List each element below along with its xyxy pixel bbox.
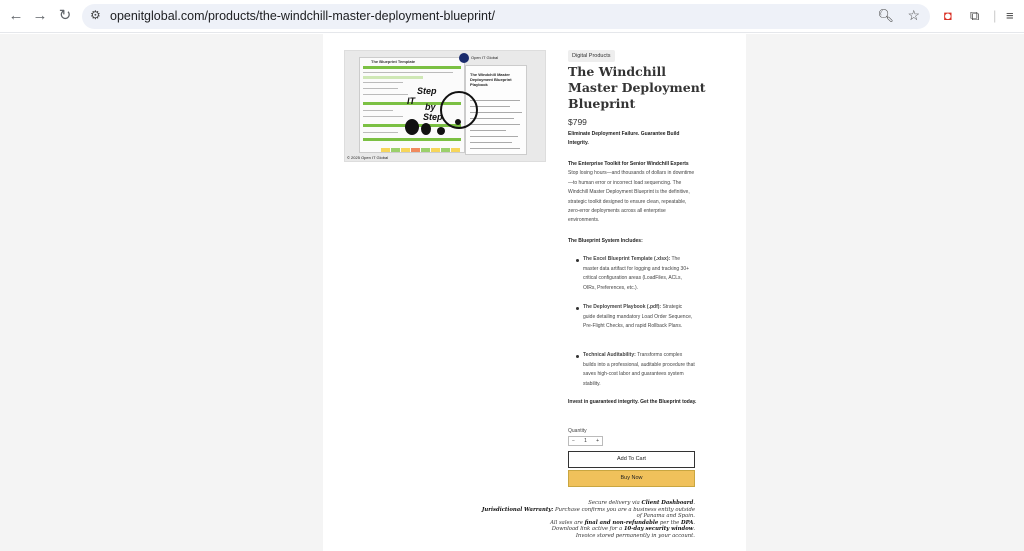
forward-icon[interactable]: →: [32, 7, 48, 24]
image-step-text-4: Step: [423, 112, 443, 122]
list-item: The Deployment Playbook (.pdf): Strategic guide detailing mandatory Load Order Sequence, Pre-Flight Checks, and rapid Rollback Plans.: [583, 304, 693, 329]
back-icon[interactable]: ←: [8, 7, 24, 24]
quantity-stepper: [568, 436, 603, 446]
add-to-cart-button[interactable]: Add To Cart: [568, 451, 695, 468]
logo-icon: [459, 53, 469, 63]
image-step-text-1: IT: [407, 96, 415, 106]
quantity-increase-button[interactable]: +: [596, 438, 599, 444]
product-price: $799: [568, 117, 587, 127]
buy-now-button[interactable]: Buy Now: [568, 470, 695, 487]
quantity-decrease-button[interactable]: −: [572, 438, 575, 444]
image-logo-text: Open IT Global: [471, 55, 499, 60]
image-step-text-3: by: [425, 102, 436, 112]
intro-section: [568, 160, 698, 226]
ink-blob: [437, 127, 445, 135]
call-to-action: Invest in guaranteed integrity. Get the Blueprint today.: [568, 399, 697, 405]
bookmark-star-icon[interactable]: ☆: [907, 7, 920, 23]
status-cells: [381, 139, 461, 145]
extension-icon[interactable]: ◘: [944, 8, 952, 23]
ink-blob: [421, 123, 431, 135]
product-tagline: Eliminate Deployment Failure. Guarantee Build Integrity.: [568, 131, 680, 147]
image-sheet-title: The Blueprint Template: [371, 59, 416, 64]
bullet-icon: [576, 355, 579, 358]
image-copyright: © 2025 Open IT Global: [347, 155, 389, 160]
bullet-icon: [576, 307, 579, 310]
browser-toolbar: [0, 0, 1024, 33]
ink-blob: [405, 119, 419, 135]
intro-text: Stop losing hours—and thousands of dollars in downtime—to human error or incorrect load sequencing. The Windchill Master Deployment Blueprint is the definitive, strategic toolkit designed to ensure clean, repeatable, zero-error deployments across all enterprise environments.: [568, 170, 695, 224]
includes-heading: The Blueprint System Includes:: [568, 238, 643, 244]
quantity-input[interactable]: 1: [584, 438, 587, 444]
image-step-text-2: Step: [417, 86, 437, 96]
bullet-icon: [576, 259, 579, 262]
list-item: Technical Auditability: Transforms complex builds into a professional, auditable procedure that saves high-cost labor and guarantees system stability.: [583, 352, 695, 387]
reading-list-icon[interactable]: ≡: [1006, 8, 1014, 23]
product-image[interactable]: [344, 50, 546, 162]
url-text[interactable]: openitglobal.com/products/the-windchill-master-deployment-blueprint/: [110, 9, 495, 23]
list-item: The Excel Blueprint Template (.xlsx): The master data artifact for logging and tracking 30+ critical configuration areas (LoadFiles, ACLs, OIRs, Preferences, etc.).: [583, 256, 690, 291]
site-info-icon[interactable]: ⚙: [90, 8, 101, 22]
toolbar-divider: |: [993, 8, 997, 23]
address-bar[interactable]: [82, 4, 930, 29]
quantity-label: Quantity: [568, 428, 587, 434]
image-doc-title: The Windchill Master Deployment Blueprint Playbook: [470, 72, 512, 87]
ink-blob: [455, 119, 461, 125]
product-title: The Windchill Master Deployment Blueprint: [568, 64, 706, 111]
reload-icon[interactable]: ↻: [58, 7, 72, 24]
intro-heading: The Enterprise Toolkit for Senior Windchill Experts: [568, 161, 689, 167]
zoom-icon[interactable]: 🔍︎: [877, 8, 894, 23]
extensions-puzzle-icon[interactable]: ⧉: [970, 8, 980, 23]
purchase-terms: Secure delivery via Client Dashboard. Jurisdictional Warranty: Purchase confirms you are a business entity outside of Panama and Spain. All sales are final and non-refundable per the DPA. Download link active for a 10-day security window. Invoice stored permanently in your account.: [481, 500, 695, 539]
category-badge[interactable]: Digital Products: [568, 50, 615, 62]
